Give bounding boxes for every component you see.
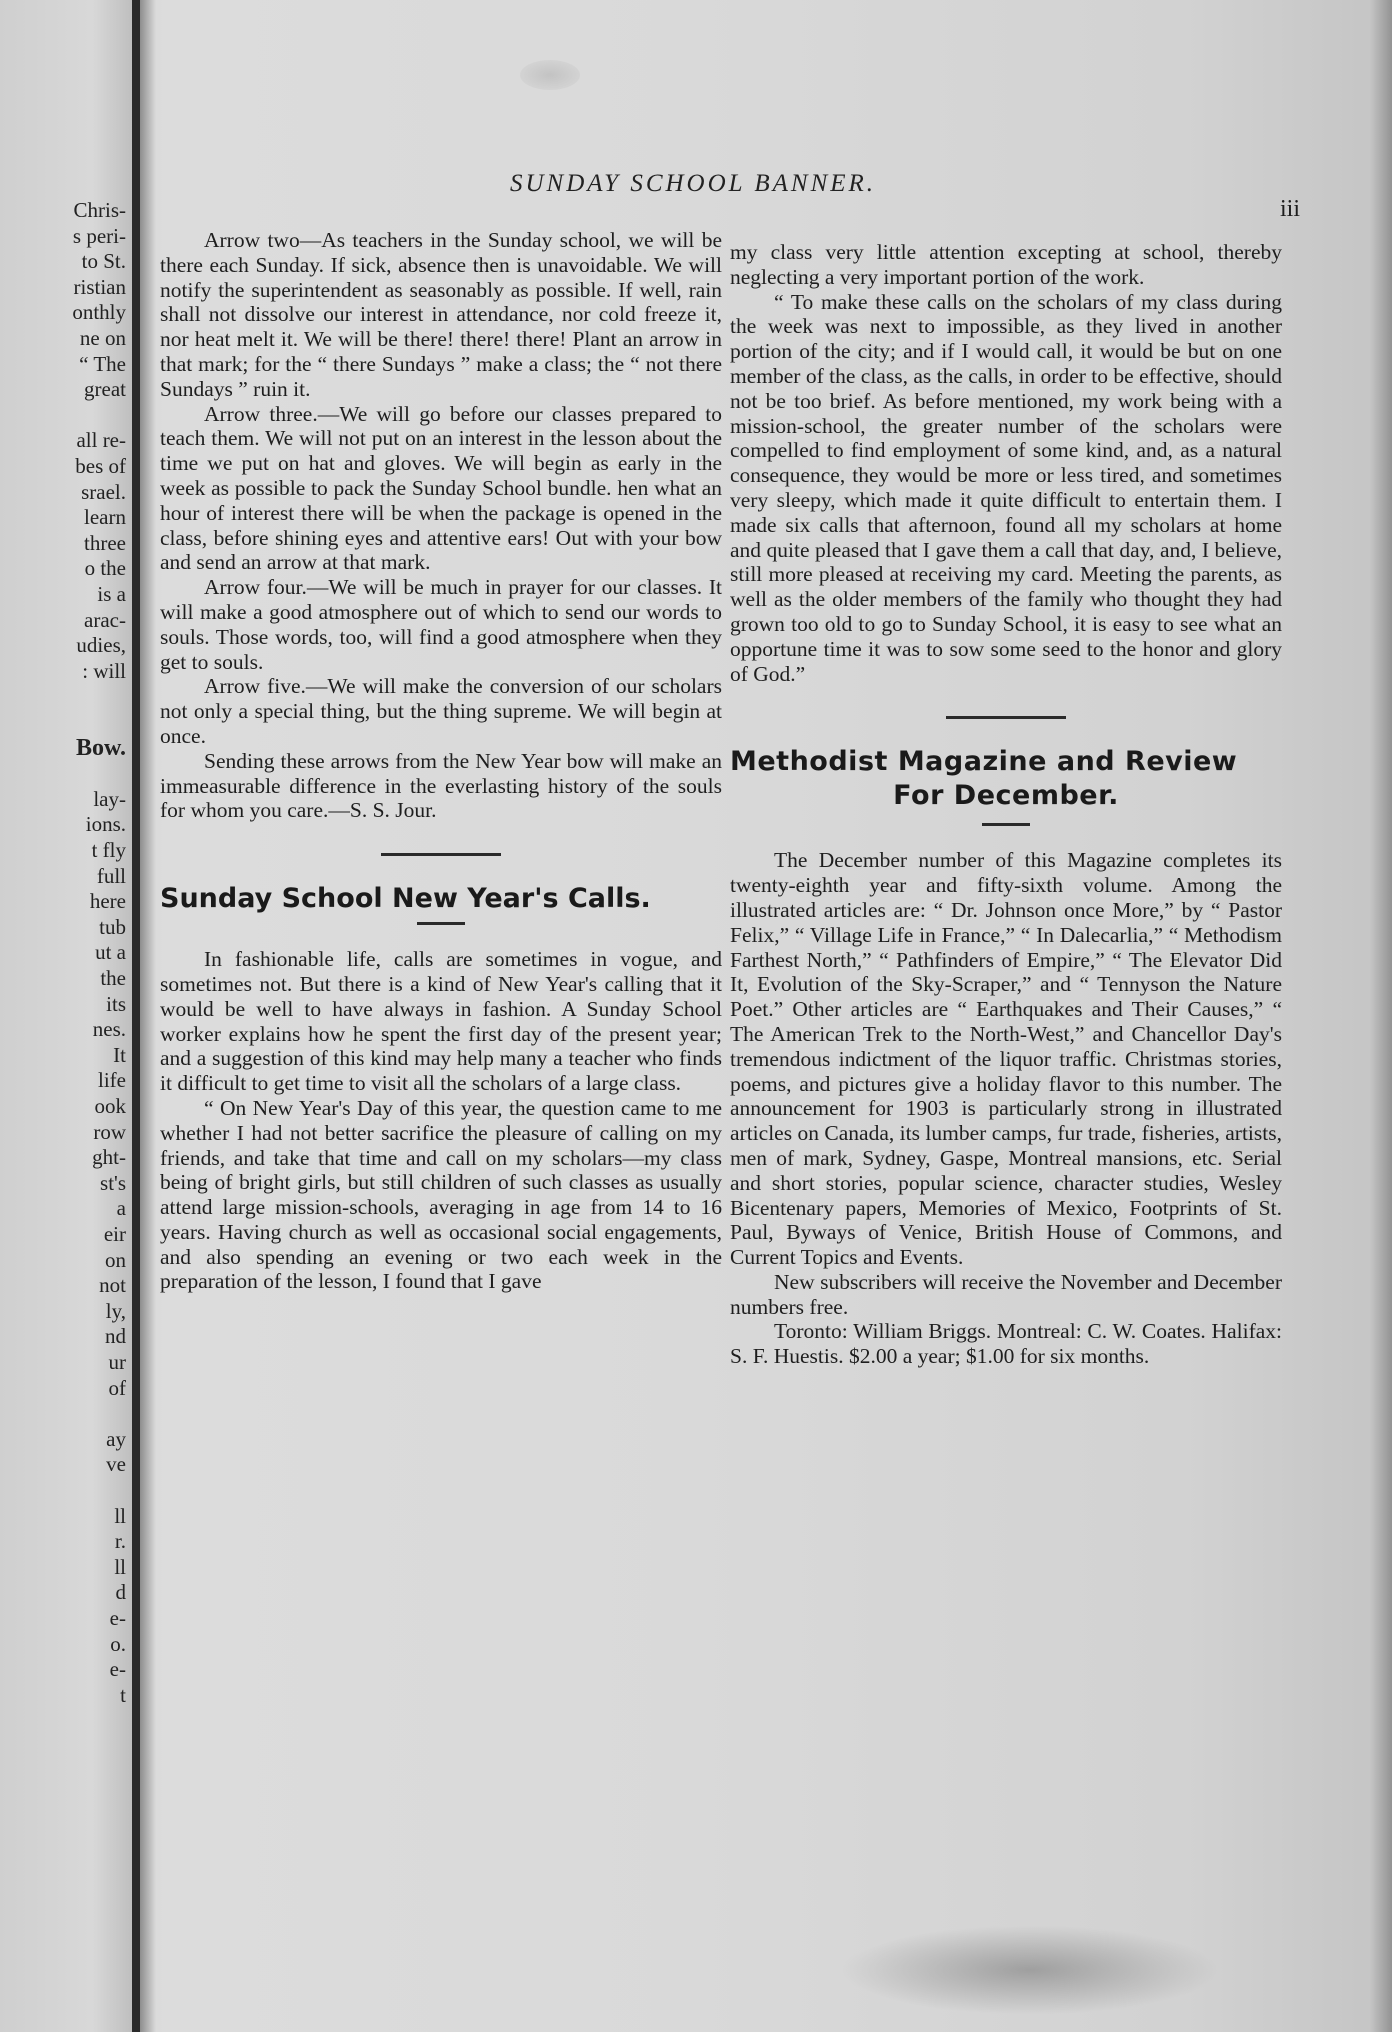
heading-underline	[982, 823, 1030, 826]
adjacent-page-fragment: d	[115, 1580, 126, 1605]
adjacent-page-fragment: nes.	[92, 1017, 126, 1042]
adjacent-page-fragment: tub	[99, 914, 126, 939]
adjacent-page-fragment: to St.	[81, 249, 126, 274]
adjacent-page-fragment: ook	[94, 1094, 126, 1118]
adjacent-page-fragment: ur	[108, 1350, 126, 1374]
paragraph: “ On New Year's Day of this year, the question came to me whether I had not better sacrifice the pleasure of calling on my friends, and take that time and call on my scholars—my class being of bright girls, but still children of such classes as usually attend large mission-schools, averaging in age from 14 to 16 years. Having church as well as occasional social engagements, and also spending an evening or two each week in the preparation of the lesson, I found that I gave	[160, 1095, 722, 1294]
adjacent-page-fragment: nd	[105, 1324, 126, 1349]
gutter-shadow	[140, 0, 156, 2032]
adjacent-page-fragment: e-	[109, 1657, 126, 1682]
paragraph-continuation: my class very little attention excepting at school, thereby neglecting a very important portion of the work.	[730, 240, 1282, 289]
adjacent-page-fragment: here	[89, 889, 126, 914]
adjacent-page-fragment: ly,	[105, 1298, 126, 1323]
adjacent-page-fragment: great	[84, 377, 126, 402]
adjacent-page-fragment: onthly	[72, 300, 126, 325]
adjacent-page-fragment: ions.	[85, 812, 126, 837]
adjacent-page-fragment: not	[99, 1273, 126, 1298]
right-column	[730, 240, 1282, 1369]
article-heading	[730, 745, 1282, 813]
adjacent-page-fragment: t	[120, 1682, 126, 1707]
adjacent-page-fragment: t fly	[91, 838, 126, 862]
paragraph: The December number of this Magazine completes its twenty-eighth year and fifty-sixth volume. Among the illustrated articles are: “ Dr. Johnson once More,” by “ Pastor Felix,” “ Village Life in France,” “ In Dalecarlia,” “ Methodism Farthest North,” “ Pathfinders of Empire,” “ The Elevator Did It, Evolution of the Sky-Scraper,” and “ Tennyson the Nature Poet.” Other articles are “ Earthquakes and Their Causes,” “ The American Trek to the North-West,” and Chancellor Day's tremendous indictment of the liquor traffic. Christmas stories, poems, and pictures give a holiday flavor to this number. The announcement for 1903 is particularly strong in illustrated articles on Canada, its lumber camps, fur trade, fisheries, artists, men of mark, Sydney, Gaspe, Montreal mansions, etc. Serial and short stories, popular science, character studies, Wesley Bicentenary papers, Memories of Mexico, Footprints of St. Paul, Byways of Venice, British House of Commons, and Current Topics and Events.	[730, 848, 1282, 1270]
paragraph: Arrow two—As teachers in the Sunday school, we will be there each Sunday. If sick, absence then is unavoidable. We will notify the superintendent as seasonably as possible. If well, rain shall not dissolve our interest in attendance, nor cold freeze it, nor heat melt it. We will be there! there! there! Plant an arrow in that mark; for the “ there Sundays ” make a class; the “ not there Sundays ” ruin it.	[160, 228, 722, 401]
paragraph: Toronto: William Briggs. Montreal: C. W. Coates. Halifax: S. F. Huestis. $2.00 a year; $1.00 for six months.	[730, 1319, 1282, 1369]
page-gutter	[132, 0, 140, 2032]
adjacent-page-fragment: is a	[97, 582, 126, 606]
adjacent-page-fragment: learn	[84, 505, 126, 530]
adjacent-page-fragment: “ The	[79, 351, 126, 376]
adjacent-page-fragment: Chris-	[73, 198, 126, 222]
article-heading-line-1: Methodist Magazine and Review	[730, 746, 1238, 778]
adjacent-page-fragment: ll	[114, 1503, 126, 1528]
left-column	[160, 228, 722, 1294]
adjacent-page-fragment: srael.	[81, 479, 126, 504]
paragraph: Arrow four.—We will be much in prayer for our classes. It will make a good atmosphere out of which to send our words to souls. Those words, too, will find a good atmosphere when they get to souls.	[160, 575, 722, 674]
adjacent-page-fragment: full	[96, 863, 126, 888]
adjacent-page-fragment: ut a	[95, 940, 126, 965]
page-number: iii	[1279, 196, 1300, 222]
adjacent-page-fragment: arac-	[84, 607, 126, 632]
adjacent-page-fragment: ne on	[79, 326, 126, 350]
adjacent-page-fragment: bes of	[75, 454, 126, 478]
paper-stain	[520, 60, 580, 90]
paper-smudge	[840, 1925, 1220, 2015]
adjacent-page-fragment: row	[93, 1119, 126, 1144]
paragraph: New subscribers will receive the November and December numbers free.	[730, 1269, 1282, 1319]
adjacent-page-fragment: lay-	[93, 786, 126, 811]
adjacent-page-fragment: life	[98, 1068, 126, 1093]
adjacent-page-fragment: all re-	[76, 428, 126, 453]
adjacent-page-fragment: of	[108, 1375, 126, 1400]
adjacent-page-fragment: e-	[109, 1606, 126, 1630]
adjacent-page-fragment: the	[100, 966, 126, 990]
adjacent-page-fragment: ll	[114, 1554, 126, 1579]
running-head: SUNDAY SCHOOL BANNER.	[510, 170, 877, 197]
paragraph: In fashionable life, calls are sometimes in vogue, and sometimes not. But there is a kind of New Year's calling that it would be well to have always in fashion. A Sunday School worker explains how he spent the first day of the present year; and a suggestion of this kind may help many a teacher who finds it difficult to get time to visit all the scholars of a large class.	[160, 947, 722, 1096]
paragraph: “ To make these calls on the scholars of my class during the week was next to impossible, as they lived in another portion of the city; and if I would call, it would be but on one member of the class, as the calls, in order to be effective, should not be too brief. As before mentioned, my work being with a mission-school, the greater number of the scholars were compelled to find employment of some kind, and, as a natural consequence, they would be more or less tired, and sometimes very sleepy, which made it quite difficult to entertain them. I made six calls that afternoon, found all my scholars at home and quite pleased that I gave them a call that day, and, I believe, still more pleased at receiving my card. Meeting the parents, as well as the older members of the family who thought they had grown too old to go to Sunday School, it is easy to see what an opportune time it was to sow some seed to the honor and glory of God.”	[730, 289, 1282, 686]
section-divider	[946, 716, 1066, 719]
adjacent-page-fragment: ve	[106, 1452, 126, 1477]
adjacent-page-fragment: o.	[110, 1631, 126, 1656]
adjacent-page-strip	[0, 0, 132, 2032]
adjacent-page-fragment: : will	[82, 658, 126, 683]
article-heading: Sunday School New Year's Calls.	[160, 883, 651, 915]
paragraph: Sending these arrows from the New Year bow will make an immeasurable difference in the everlasting history of the souls for whom you care.—S. S. Jour.	[160, 748, 722, 823]
paragraph: Arrow three.—We will go before our classes prepared to teach them. We will not put on an interest in the lesson about the time we put on hat and gloves. We will begin as early in the week as possible to pack the Sunday School bundle. hen what an hour of interest there will be when the package is opened in the class, before shining eyes and attentive ears! Out with your bow and send an arrow at that mark.	[160, 401, 722, 575]
adjacent-page-fragment: st's	[100, 1170, 126, 1195]
section-divider	[381, 853, 501, 856]
heading-underline	[417, 922, 465, 925]
adjacent-page-fragment: s peri-	[72, 223, 126, 248]
adjacent-page-fragment: eir	[103, 1222, 126, 1246]
adjacent-page-fragment: ristian	[73, 274, 126, 299]
adjacent-page-fragment: ght-	[92, 1145, 126, 1170]
page-edge-shadow	[1370, 0, 1392, 2032]
adjacent-page-fragment: on	[105, 1247, 126, 1272]
adjacent-page-fragment: It	[113, 1042, 126, 1067]
adjacent-page-fragment: r.	[114, 1529, 126, 1554]
adjacent-page-fragment: its	[106, 991, 126, 1016]
paragraph: Arrow five.—We will make the conversion of our scholars not only a special thing, but the thing supreme. We will begin at once.	[160, 674, 722, 748]
adjacent-page-fragment: udies,	[76, 633, 126, 658]
adjacent-page-fragment: a	[116, 1196, 126, 1221]
adjacent-page-fragment: o the	[84, 556, 126, 581]
adjacent-page-fragment: three	[84, 530, 126, 555]
adjacent-page-fragment: Bow.	[75, 734, 126, 761]
adjacent-page-fragment: ay	[106, 1426, 126, 1451]
article-heading-line-2: For December.	[893, 780, 1119, 812]
